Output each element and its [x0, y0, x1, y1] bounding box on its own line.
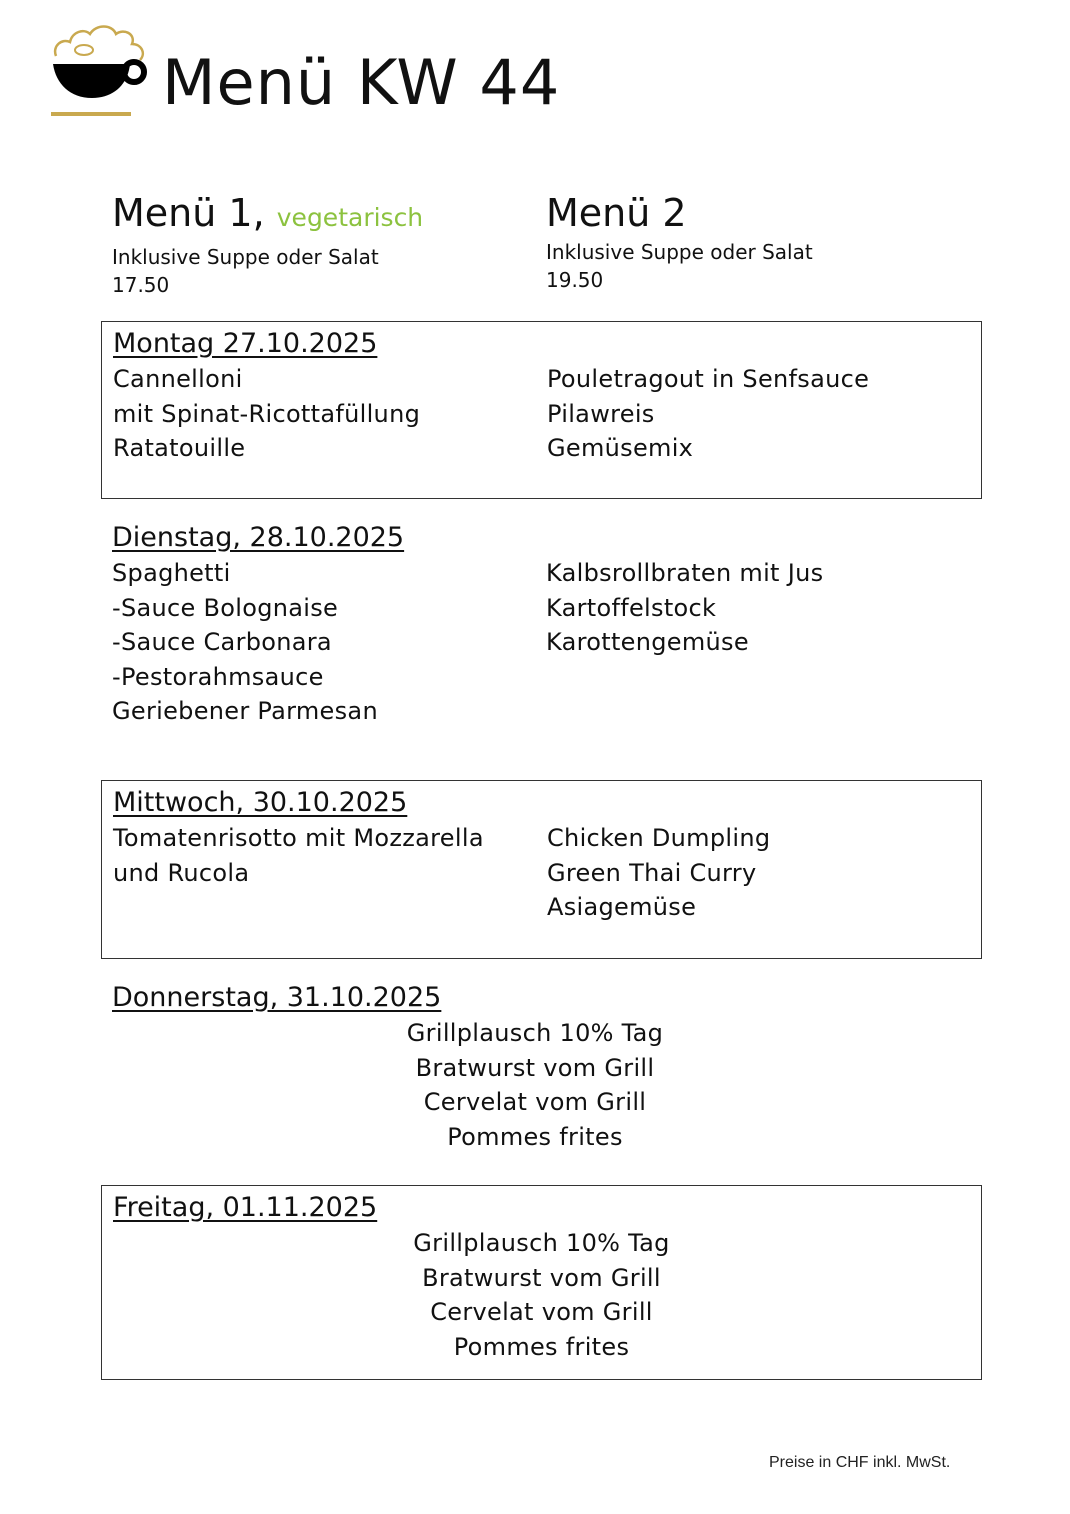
- day-title: Donnerstag, 31.10.2025: [112, 982, 442, 1013]
- day-title: Dienstag, 28.10.2025: [112, 522, 405, 553]
- day-title: Freitag, 01.11.2025: [113, 1192, 378, 1223]
- dish-line: Green Thai Curry: [547, 858, 757, 887]
- menu1-tag: vegetarisch: [276, 203, 424, 232]
- dish-line: -Sauce Bolognaise: [112, 593, 339, 622]
- dish-line: Kalbsrollbraten mit Jus: [546, 559, 824, 587]
- day-friday: [101, 1185, 982, 1380]
- dish-line: mit Spinat-Ricottafüllung: [113, 399, 421, 428]
- menu2-dishes: [547, 821, 770, 925]
- day-thursday: [101, 976, 969, 1156]
- day-tuesday: [101, 516, 982, 756]
- menu2-dishes: [547, 362, 869, 466]
- dish-line: Asiagemüse: [547, 893, 697, 922]
- dish-line: Pilawreis: [547, 399, 655, 428]
- dish-line: Tomatenrisotto mit Mozzarella: [113, 824, 484, 852]
- day-monday: [101, 321, 982, 499]
- dish-line: Chicken Dumpling: [547, 824, 771, 852]
- coffee-cup-icon: [50, 22, 150, 122]
- dish-line: -Sauce Carbonara: [112, 628, 332, 657]
- dish-line: Bratwurst vom Grill: [415, 1053, 655, 1082]
- menu1-name: Menü 1,: [112, 191, 265, 235]
- dish-line: Geriebener Parmesan: [112, 697, 378, 726]
- dish-line: Pouletragout in Senfsauce: [547, 365, 870, 393]
- dish-line: Gemüsemix: [547, 434, 694, 463]
- menu1-header: [112, 192, 423, 299]
- dish-line: und Rucola: [113, 858, 250, 887]
- special-dishes: [101, 1016, 969, 1154]
- dish-line: -Pestorahmsauce: [112, 662, 324, 691]
- dish-line: Ratatouille: [113, 434, 246, 463]
- dish-line: Spaghetti: [112, 559, 231, 587]
- menu2-subtitle: Inklusive Suppe oder Salat: [546, 240, 813, 264]
- special-dishes: [102, 1226, 981, 1364]
- day-wednesday: [101, 780, 982, 959]
- dish-line: Bratwurst vom Grill: [422, 1263, 661, 1292]
- dish-line: Pommes frites: [447, 1122, 623, 1151]
- day-title: Montag 27.10.2025: [113, 328, 378, 359]
- dish-line: Cervelat vom Grill: [430, 1298, 653, 1327]
- day-title: Mittwoch, 30.10.2025: [113, 787, 408, 818]
- dish-line: Cannelloni: [113, 365, 243, 393]
- menu2-price: 19.50: [546, 268, 604, 292]
- dish-line: Cervelat vom Grill: [423, 1088, 647, 1117]
- dish-line: Kartoffelstock: [546, 593, 717, 622]
- menu2-dishes: [546, 556, 823, 660]
- menu1-dishes: [113, 821, 484, 890]
- menu1-subtitle: Inklusive Suppe oder Salat: [112, 245, 379, 269]
- dish-line: Grillplausch 10% Tag: [413, 1229, 670, 1257]
- dish-line: Pommes frites: [453, 1332, 630, 1361]
- price-note: Preise in CHF inkl. MwSt.: [769, 1454, 951, 1471]
- dish-line: Karottengemüse: [546, 628, 749, 657]
- menu2-name: Menü 2: [546, 191, 687, 235]
- menu1-price: 17.50: [112, 273, 170, 297]
- menu2-header: [546, 192, 813, 294]
- menu1-dishes: [112, 556, 378, 729]
- page-title: Menü KW 44: [162, 46, 561, 119]
- dish-line: Grillplausch 10% Tag: [406, 1019, 664, 1047]
- menu1-dishes: [113, 362, 420, 466]
